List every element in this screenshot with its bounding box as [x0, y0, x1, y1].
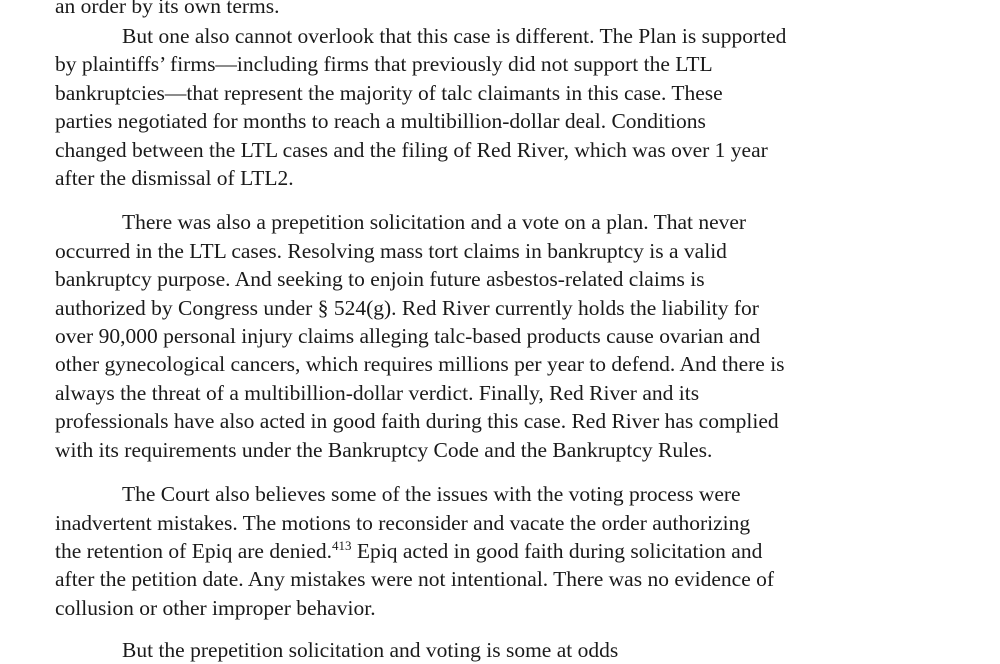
document-body	[55, 22, 955, 638]
paragraph-line: parties negotiated for months to reach a multibillion-dollar deal. Conditions	[55, 109, 706, 134]
paragraph-line: There was also a prepetition solicitation and a vote on a plan. That never	[122, 210, 747, 235]
line-text-before-footnote: the retention of Epiq are denied.	[55, 538, 333, 563]
paragraph-line: authorized by Congress under § 524(g). Red River currently holds the liability for	[55, 295, 759, 320]
paragraph-3	[55, 480, 955, 622]
paragraph-2	[55, 208, 955, 464]
cut-off-next-line-text: But the prepetition solicitation and voting is some at odds	[122, 638, 619, 662]
paragraph-line: by plaintiffs’ firms—including firms that previously did not support the LTL	[55, 52, 713, 77]
paragraph-line: But one also cannot overlook that this case is different. The Plan is supported	[122, 24, 787, 48]
paragraph-line: over 90,000 personal injury claims alleging talc-based products cause ovarian and	[55, 324, 761, 349]
line-text-after-footnote: Epiq acted in good faith during solicitation and	[351, 538, 763, 563]
cut-off-next-line	[55, 636, 955, 662]
cut-off-previous-line	[55, 0, 955, 18]
paragraph-line: with its requirements under the Bankruptcy Code and the Bankruptcy Rules.	[55, 437, 713, 462]
paragraph-line: occurred in the LTL cases. Resolving mass tort claims in bankruptcy is a valid	[55, 238, 727, 263]
footnote-reference-413[interactable]: 413	[332, 537, 352, 553]
paragraph-line: bankruptcies—that represent the majority of talc claimants in this case. These	[55, 80, 723, 105]
paragraph-line: The Court also believes some of the issues with the voting process were	[122, 482, 741, 507]
paragraph-line: collusion or other improper behavior.	[55, 595, 376, 620]
paragraph-line: bankruptcy purpose. And seeking to enjoin future asbestos-related claims is	[55, 267, 705, 292]
paragraph-line-with-footnote	[55, 537, 955, 565]
paragraph-line: inadvertent mistakes. The motions to reconsider and vacate the order authorizing	[55, 510, 751, 535]
paragraph-line: changed between the LTL cases and the filing of Red River, which was over 1 year	[55, 137, 768, 162]
cut-off-previous-line-text: an order by its own terms.	[55, 0, 280, 18]
paragraph-line: other gynecological cancers, which requires millions per year to defend. And there is	[55, 352, 785, 377]
paragraph-line: after the dismissal of LTL2.	[55, 166, 294, 191]
paragraph-line: after the petition date. Any mistakes were not intentional. There was no evidence of	[55, 567, 775, 592]
paragraph-line: professionals have also acted in good faith during this case. Red River has complied	[55, 409, 779, 434]
paragraph-line: always the threat of a multibillion-dollar verdict. Finally, Red River and its	[55, 380, 700, 405]
paragraph-1	[55, 22, 955, 192]
